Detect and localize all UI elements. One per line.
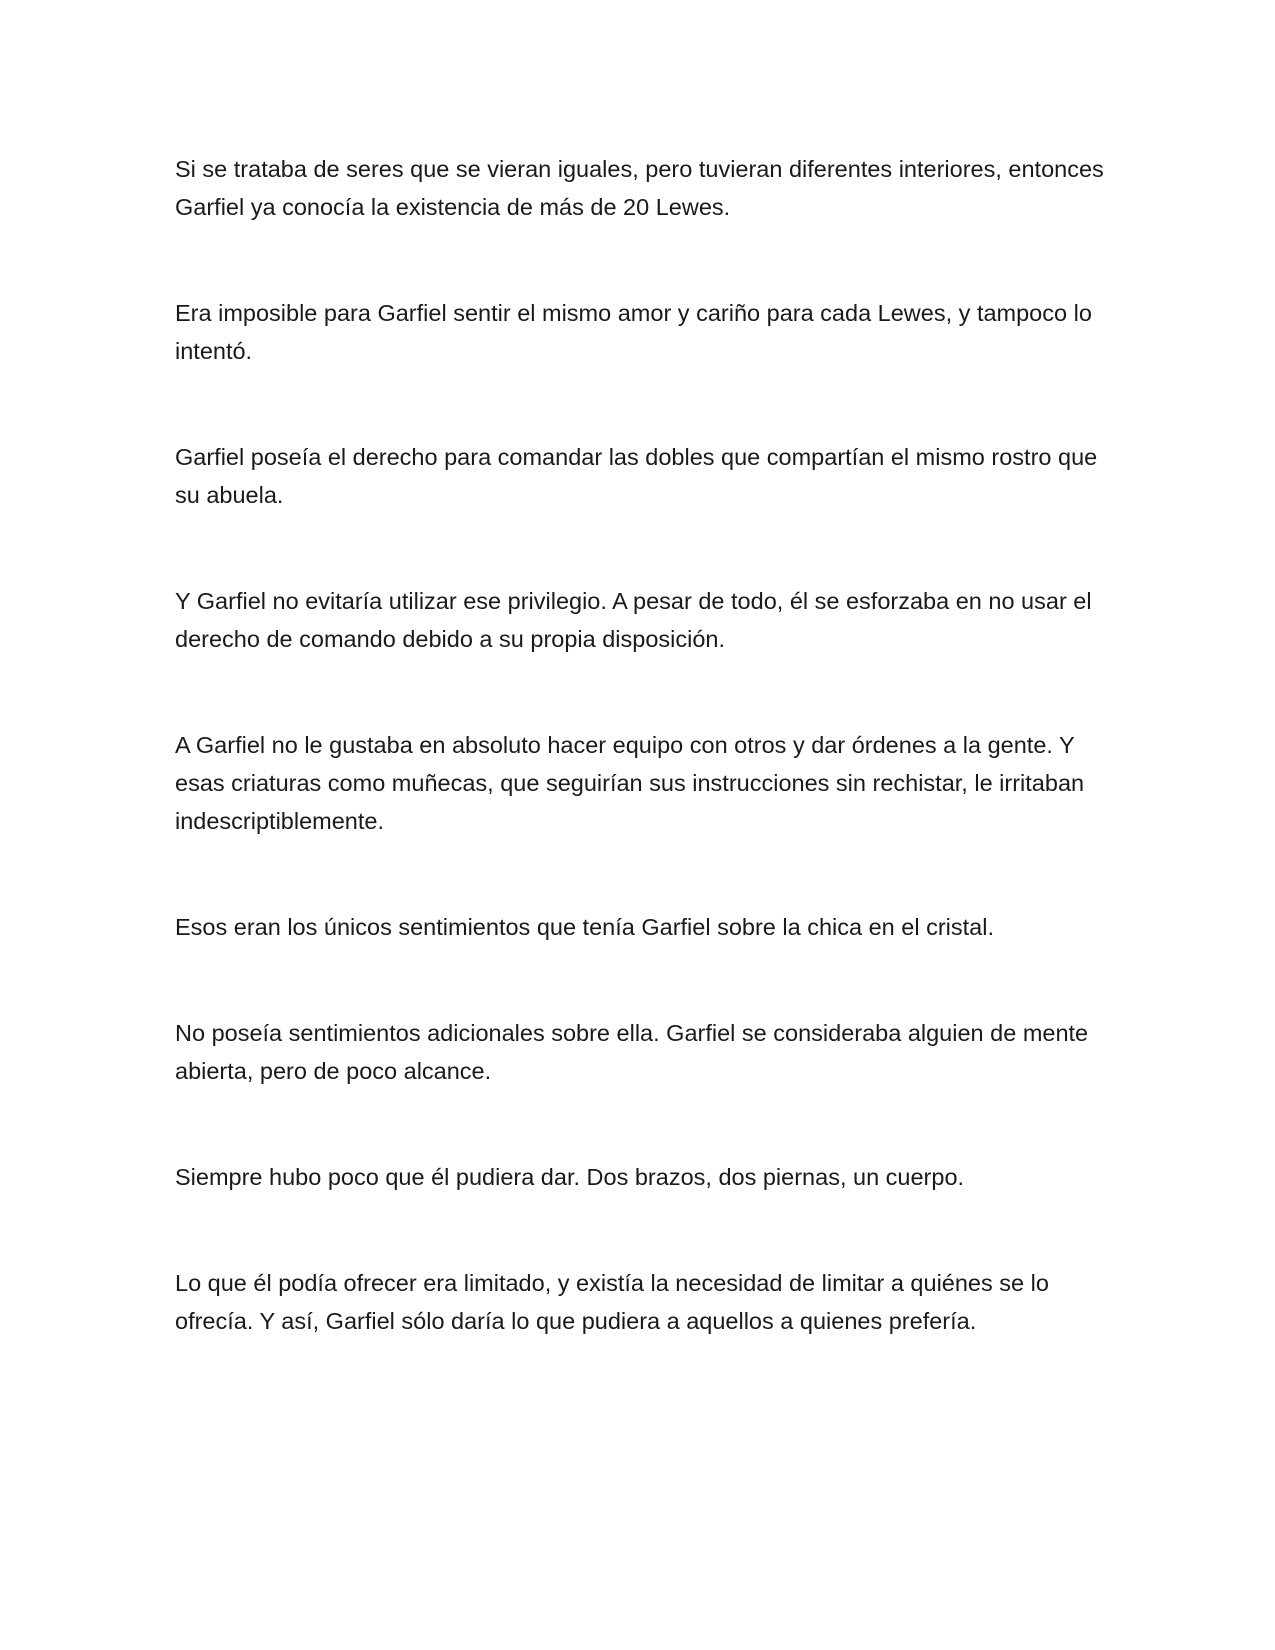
paragraph: Siempre hubo poco que él pudiera dar. Dos brazos, dos piernas, un cuerpo. bbox=[175, 1164, 965, 1190]
paragraph: No poseía sentimientos adicionales sobre ella. Garfiel se consideraba alguien de mente abierta, pero de poco alcance. bbox=[175, 1020, 1089, 1084]
paragraph: Si se trataba de seres que se vieran iguales, pero tuvieran diferentes interiores, entonces Garfiel ya conocía la existencia de más de 20 Lewes. bbox=[175, 156, 1104, 220]
paragraph: Garfiel poseía el derecho para comandar las dobles que compartían el mismo rostro que su abuela. bbox=[175, 444, 1098, 508]
document-body bbox=[175, 150, 1105, 1408]
paragraph: Y Garfiel no evitaría utilizar ese privilegio. A pesar de todo, él se esforzaba en no usar el derecho de comando debido a su propia disposición. bbox=[175, 588, 1092, 652]
paragraph: Esos eran los únicos sentimientos que tenía Garfiel sobre la chica en el cristal. bbox=[175, 914, 995, 940]
paragraph: Era imposible para Garfiel sentir el mismo amor y cariño para cada Lewes, y tampoco lo intentó. bbox=[175, 300, 1092, 364]
paragraph: A Garfiel no le gustaba en absoluto hacer equipo con otros y dar órdenes a la gente. Y esas criaturas como muñecas, que seguirían sus instrucciones sin rechistar, le irritaban indescriptiblemente. bbox=[175, 732, 1085, 834]
paragraph: Lo que él podía ofrecer era limitado, y existía la necesidad de limitar a quiénes se lo ofrecía. Y así, Garfiel sólo daría lo que pudiera a aquellos a quienes prefería. bbox=[175, 1270, 1049, 1334]
